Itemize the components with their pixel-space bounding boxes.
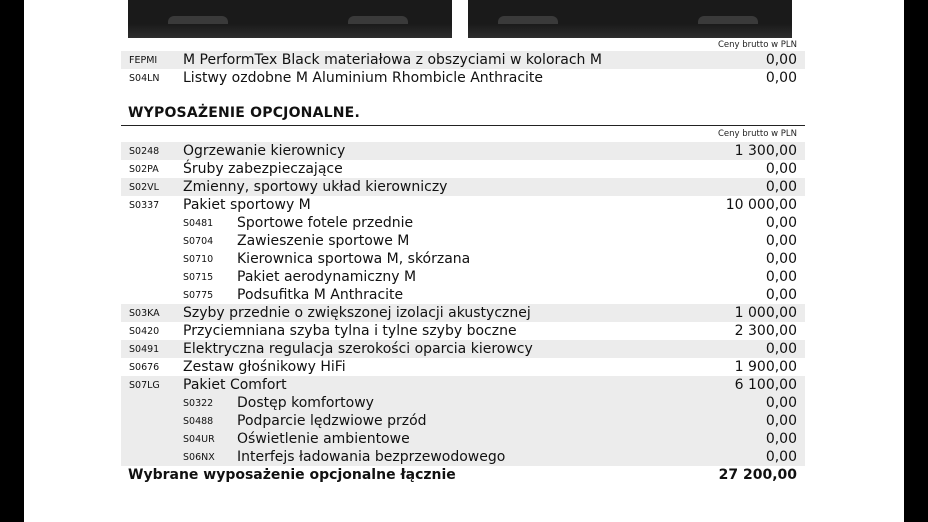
option-code: S0481	[183, 218, 214, 229]
total-row	[121, 466, 805, 484]
option-label: Listwy ozdobne M Aluminium Rhombicle Anthracite	[183, 70, 544, 86]
option-code: S0491	[129, 344, 160, 355]
table-row	[121, 69, 805, 87]
option-label: Podsufitka M Anthracite	[237, 287, 404, 303]
price-note: Ceny brutto w PLN	[717, 40, 797, 50]
option-code: S04UR	[183, 434, 215, 445]
table-row	[121, 304, 805, 322]
option-price: 0,00	[765, 341, 797, 357]
option-price: 0,00	[765, 449, 797, 465]
option-price: 1 000,00	[734, 305, 797, 321]
option-price: 0,00	[765, 251, 797, 267]
option-label: Zmienny, sportowy układ kierowniczy	[183, 179, 448, 195]
interior-photo-left	[128, 0, 452, 38]
option-code: S0322	[183, 398, 214, 409]
option-label: Pakiet aerodynamiczny M	[237, 269, 417, 285]
option-code: S0704	[183, 236, 214, 247]
option-label: Oświetlenie ambientowe	[237, 431, 410, 447]
table-row-sub	[121, 268, 805, 286]
option-code: S0488	[183, 416, 214, 427]
option-code: S0420	[129, 326, 160, 337]
option-code: S07LG	[129, 380, 160, 391]
option-price: 1 900,00	[734, 359, 797, 375]
option-label: Elektryczna regulacja szerokości oparcia kierowcy	[183, 341, 533, 357]
option-code: S04LN	[129, 73, 160, 84]
option-label: Podparcie lędzwiowe przód	[237, 413, 427, 429]
table-row-sub	[121, 394, 805, 412]
option-price: 0,00	[765, 287, 797, 303]
option-code: S03KA	[129, 308, 160, 319]
option-price: 0,00	[765, 215, 797, 231]
option-code: S0676	[129, 362, 160, 373]
table-row	[121, 376, 805, 394]
option-code: S0715	[183, 272, 214, 283]
option-code: FEPMI	[129, 55, 158, 66]
table-row	[121, 196, 805, 214]
option-label: Kierownica sportowa M, skórzana	[237, 251, 471, 267]
table-row-sub	[121, 286, 805, 304]
option-price: 0,00	[765, 52, 797, 68]
option-label: M PerformTex Black materiałowa z obszyciami w kolorach M	[183, 52, 602, 68]
option-price: 0,00	[765, 269, 797, 285]
table-row	[121, 322, 805, 340]
option-label: Pakiet Comfort	[183, 377, 287, 393]
table-row-sub	[121, 448, 805, 466]
option-label: Ogrzewanie kierownicy	[183, 143, 346, 159]
interior-photo-right	[468, 0, 792, 38]
option-code: S0710	[183, 254, 214, 265]
table-row	[121, 160, 805, 178]
table-row-sub	[121, 430, 805, 448]
option-price: 0,00	[765, 395, 797, 411]
table-row	[121, 142, 805, 160]
document-page	[24, 0, 904, 522]
option-price: 0,00	[765, 431, 797, 447]
table-row	[121, 51, 805, 69]
table-row-sub	[121, 250, 805, 268]
option-code: S02VL	[129, 182, 159, 193]
option-label: Przyciemniana szyba tylna i tylne szyby boczne	[183, 323, 517, 339]
option-label: Śruby zabezpieczające	[183, 161, 343, 177]
option-code: S02PA	[129, 164, 159, 175]
option-code: S0337	[129, 200, 160, 211]
table-row-sub	[121, 232, 805, 250]
table-row	[121, 358, 805, 376]
option-label: Interfejs ładowania bezprzewodowego	[237, 449, 506, 465]
option-label: Szyby przednie o zwiększonej izolacji akustycznej	[183, 305, 531, 321]
table-row-sub	[121, 412, 805, 430]
table-row	[121, 340, 805, 358]
option-label: Pakiet sportowy M	[183, 197, 311, 213]
option-price: 6 100,00	[734, 377, 797, 393]
option-label: Zestaw głośnikowy HiFi	[183, 359, 346, 375]
option-price: 0,00	[765, 233, 797, 249]
option-label: Zawieszenie sportowe M	[237, 233, 410, 249]
option-price: 0,00	[765, 413, 797, 429]
option-code: S0775	[183, 290, 214, 301]
option-code: S06NX	[183, 452, 215, 463]
price-note: Ceny brutto w PLN	[717, 129, 797, 139]
option-label: Dostęp komfortowy	[237, 395, 374, 411]
total-label: Wybrane wyposażenie opcjonalne łącznie	[128, 467, 456, 483]
option-code: S0248	[129, 146, 160, 157]
section-title: WYPOSAŻENIE OPCJONALNE.	[128, 105, 360, 121]
section-divider	[121, 125, 805, 126]
total-price: 27 200,00	[718, 467, 797, 483]
table-row	[121, 178, 805, 196]
option-price: 10 000,00	[725, 197, 797, 213]
option-price: 1 300,00	[734, 143, 797, 159]
table-row-sub	[121, 214, 805, 232]
option-price: 0,00	[765, 161, 797, 177]
option-price: 2 300,00	[734, 323, 797, 339]
option-price: 0,00	[765, 179, 797, 195]
option-price: 0,00	[765, 70, 797, 86]
option-label: Sportowe fotele przednie	[237, 215, 414, 231]
